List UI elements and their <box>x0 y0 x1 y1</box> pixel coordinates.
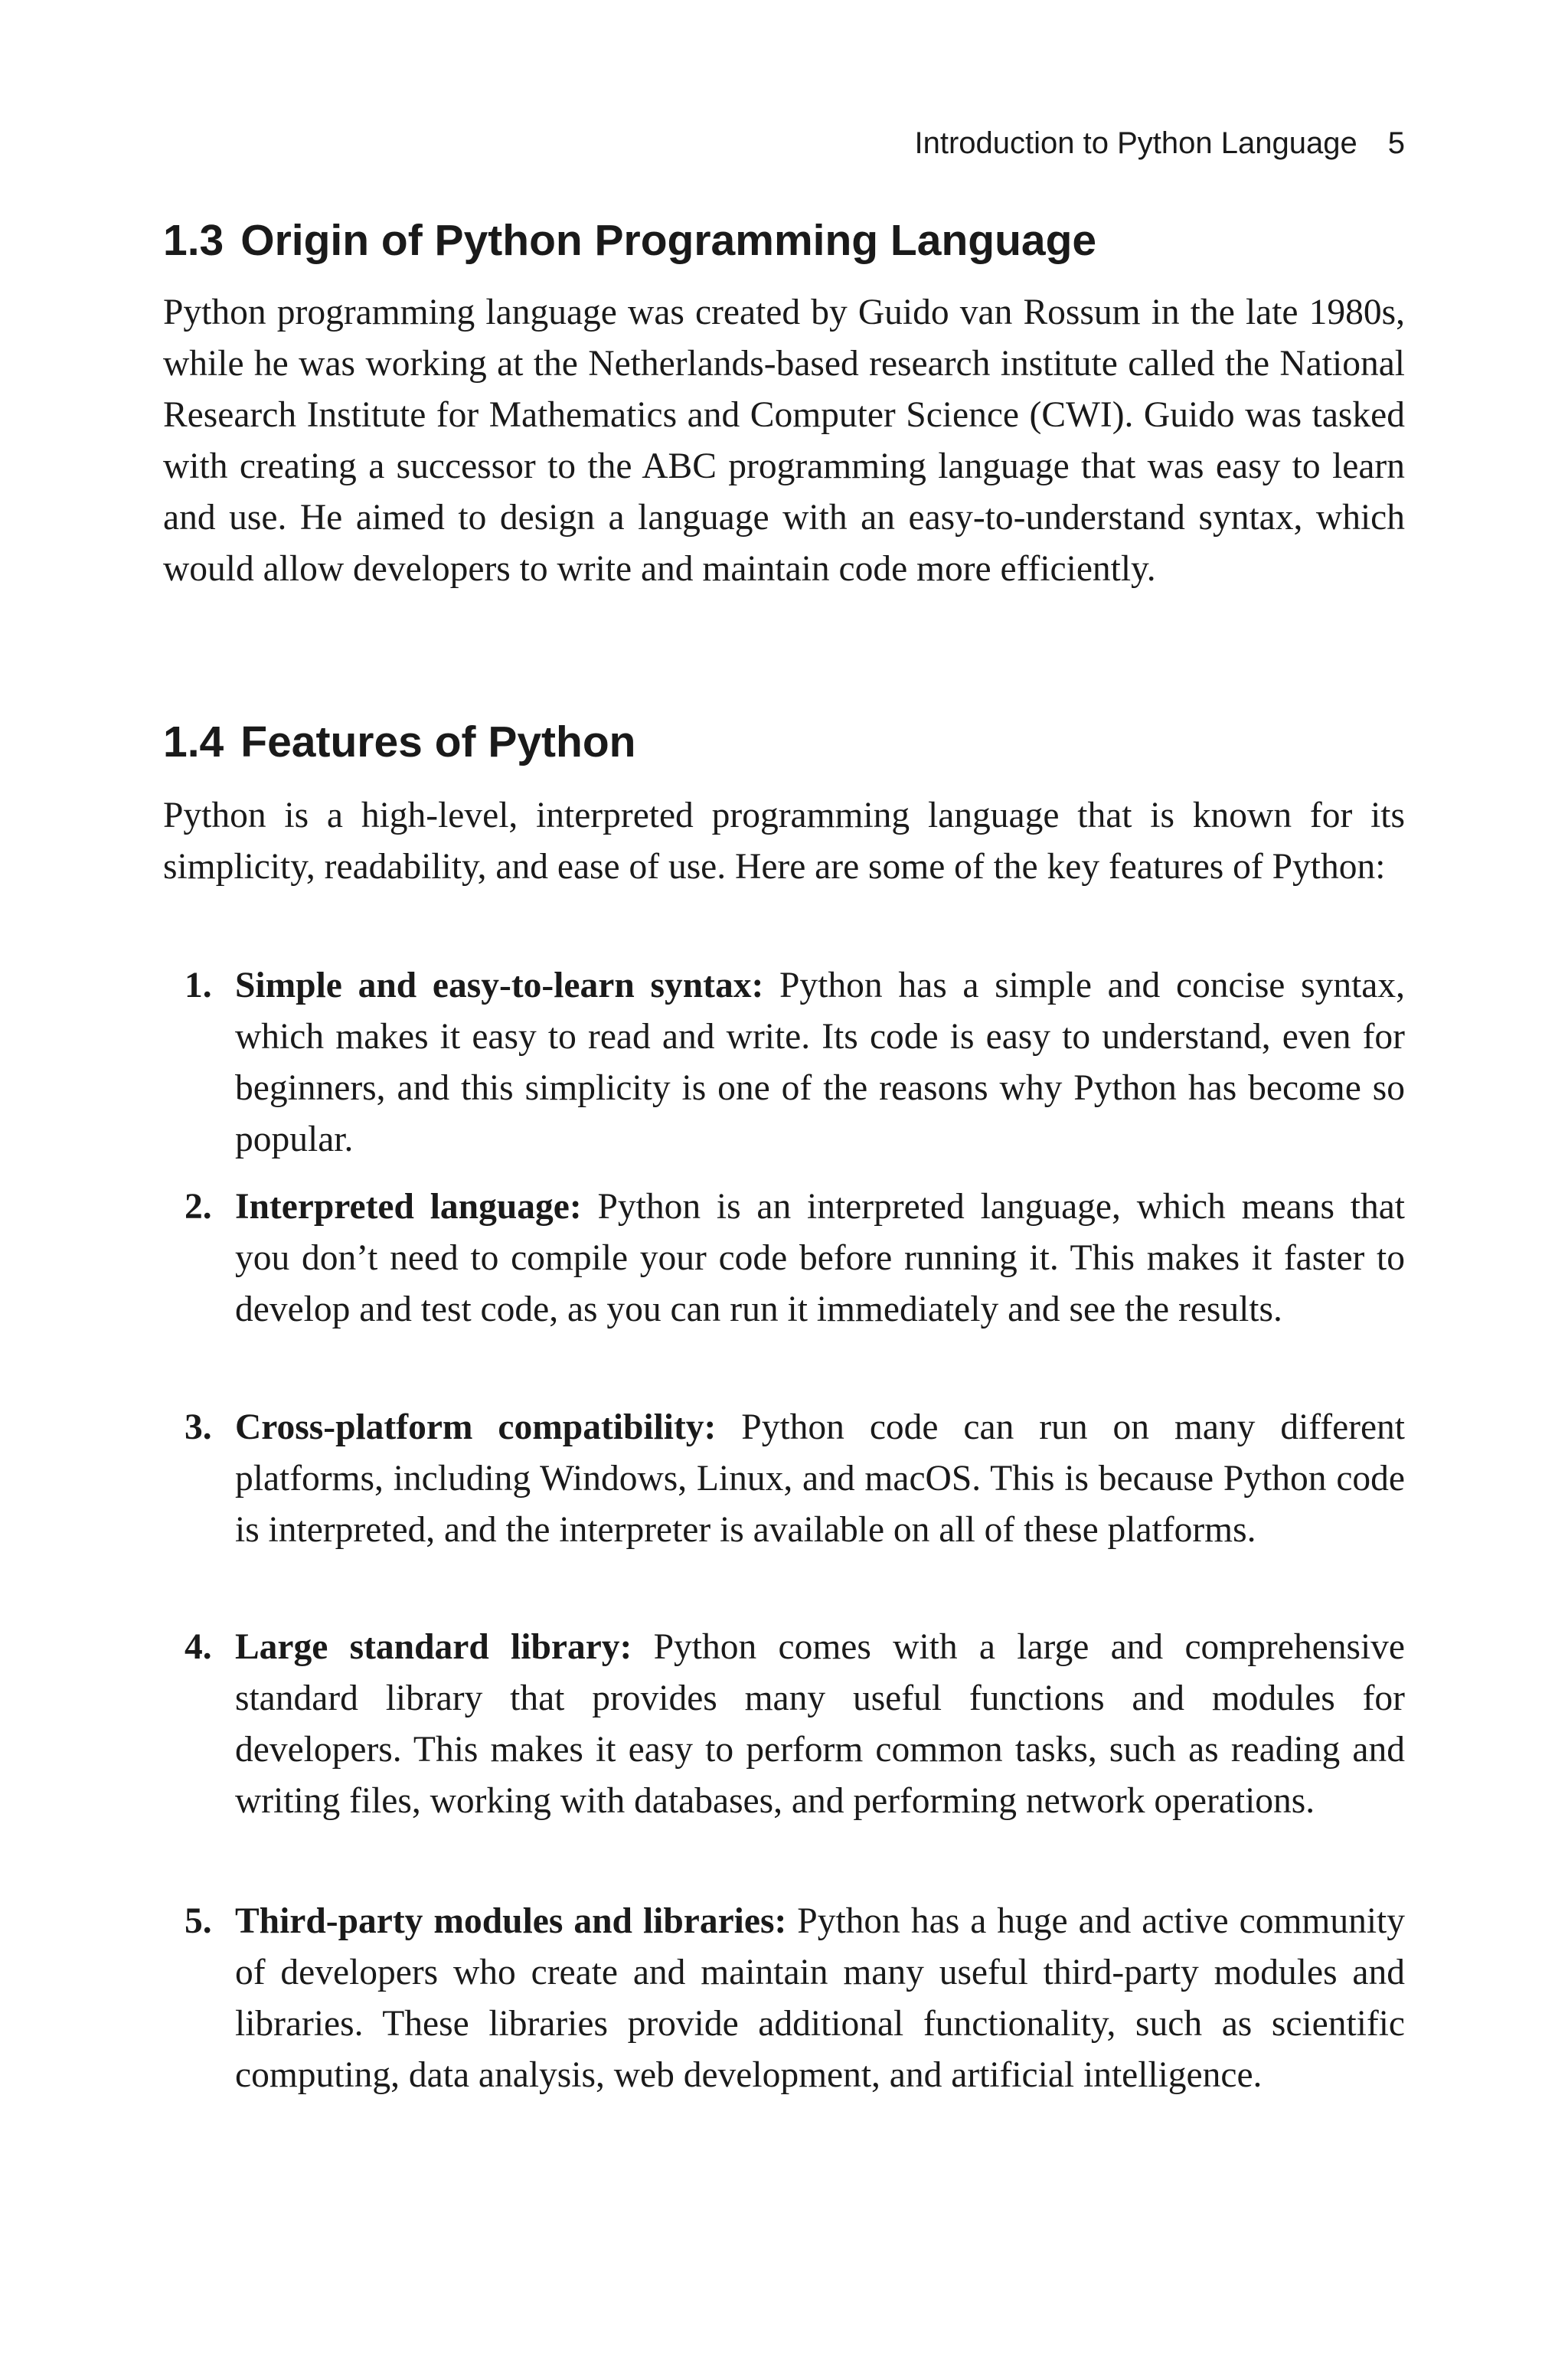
features-intro-paragraph: Python is a high-level, interpreted programming language that is known for its simplicity, readability, and ease of use. Here are some of the key features of Python: <box>163 796 1405 887</box>
section-number: 1.4 <box>163 717 224 766</box>
list-number: 5. <box>185 1901 212 1941</box>
feature-text: Python code can run on many different platforms, including Windows, Linux, and macOS. This is because Python code is interpreted, and the interpreter is available on all of these platforms. <box>235 1407 1406 1550</box>
feature-term: Cross-platform compatibility: <box>235 1407 717 1447</box>
feature-term: Large standard library: <box>235 1627 632 1667</box>
list-number: 1. <box>185 966 212 1005</box>
list-item-body <box>235 1896 1405 2101</box>
feature-text: Python has a simple and concise syntax, which makes it easy to read and write. Its code is easy to understand, even for beginners, and this simplicity is one of the reasons why Python has become so popular. <box>235 966 1406 1159</box>
feature-text: Python is an interpreted language, which means that you don’t need to compile your code before running it. This makes it faster to develop and test code, as you can run it immediately and see the results. <box>235 1187 1405 1329</box>
feature-text: Python has a huge and active community of developers who create and maintain many useful third-party modules and libraries. These libraries provide additional functionality, such as scientific computing, data analysis, web development, and artificial intelligence. <box>235 1901 1406 2095</box>
feature-term: Interpreted language: <box>235 1187 582 1227</box>
running-head <box>915 125 1405 162</box>
feature-term: Simple and easy-to-learn syntax: <box>235 966 764 1005</box>
section-heading-1-4 <box>163 716 635 768</box>
section-title: Origin of Python Programming Language <box>240 216 1097 265</box>
list-number: 2. <box>185 1187 212 1227</box>
section-number: 1.3 <box>163 216 224 265</box>
page-number: 5 <box>1387 126 1405 160</box>
list-item-body <box>235 1622 1405 1827</box>
origin-paragraph: Python programming language was created by Guido van Rossum in the late 1980s, while he was working at the Netherlands-based research institute called the National Research Institute for Mathematics and Computer Science (CWI). Guido was tasked with creating a successor to the ABC programming language that was easy to learn and use. He aimed to design a language with an easy-to-understand syntax, which would allow developers to write and maintain code more efficiently. <box>163 293 1405 589</box>
list-item-body <box>235 960 1405 1165</box>
list-item-body <box>235 1402 1405 1556</box>
list-item-body <box>235 1182 1405 1335</box>
feature-term: Third-party modules and libraries: <box>235 1901 787 1941</box>
feature-text: Python comes with a large and comprehensive standard library that provides many useful functions and modules for developers. This makes it easy to perform common tasks, such as reading and writing files, working with databases, and performing network operations. <box>235 1627 1405 1821</box>
running-head-title: Introduction to Python Language <box>914 126 1357 160</box>
list-number: 3. <box>185 1407 212 1447</box>
list-number: 4. <box>185 1627 212 1667</box>
section-title: Features of Python <box>240 717 636 766</box>
section-heading-1-3 <box>163 214 1096 266</box>
